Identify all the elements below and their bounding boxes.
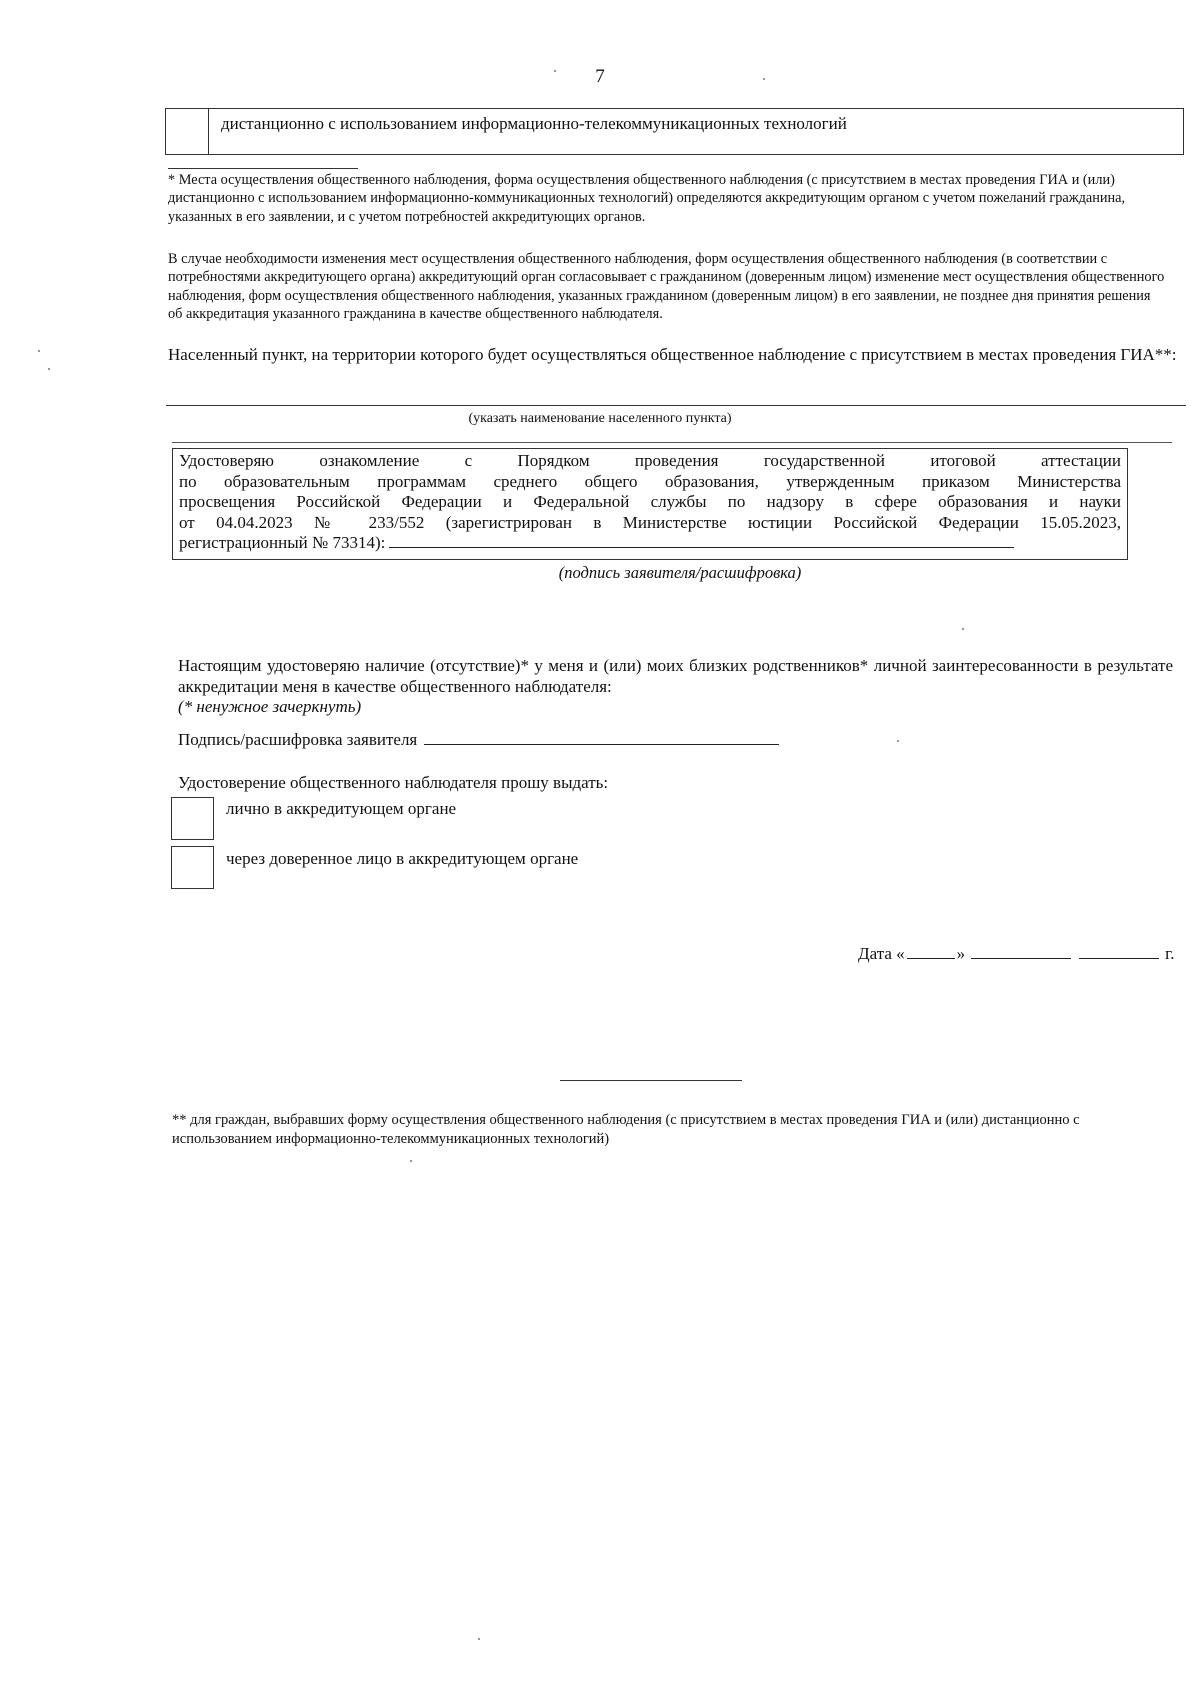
date-year-line[interactable] — [1079, 944, 1159, 959]
signature-label: Подпись/расшифровка заявителя — [178, 730, 418, 749]
footnote-places: * Места осуществления общественного наблюдения, форма осуществления общественного наблюдения (с присутствием в местах проведения ГИА и (или) дистанционно с использованием информационно-коммуникационных технологий) определяются аккредитующим органом с учетом пожеланий гражданина, указанных в его заявлении, и с учетом потребностей аккредитующих органов. — [168, 172, 1126, 225]
date-row — [858, 944, 1174, 964]
scan-speck — [38, 350, 40, 352]
acknowledgement-line-4: от 04.04.2023 № 233/552 (зарегистрирован в Министерстве юстиции Российской Федерации 15.05.2023, — [179, 512, 1121, 532]
signature-caption: (подпись заявителя/расшифровка) — [558, 563, 802, 582]
date-day-line[interactable] — [907, 944, 955, 959]
footnote-gia: ** для граждан, выбравших форму осуществления общественного наблюдения (с присутствием в местах проведения ГИА и (или) дистанционно с использованием информационно-телекоммуникационных технологий) — [172, 1112, 1080, 1147]
issue-proxy-label: через доверенное лицо в аккредитующем органе — [226, 849, 579, 868]
issue-heading: Удостоверение общественного наблюдателя прошу выдать: — [178, 773, 609, 792]
remote-option-checkbox[interactable] — [166, 109, 209, 154]
remote-option-label: дистанционно с использованием информационно-телекоммуникационных технологий — [221, 114, 847, 133]
date-year-suffix: г. — [1165, 944, 1175, 963]
date-month-line[interactable] — [971, 944, 1071, 959]
scan-speck — [478, 1638, 480, 1640]
scan-speck — [962, 628, 964, 630]
interest-note: (* ненужное зачеркнуть) — [178, 697, 362, 716]
signature-line[interactable] — [424, 730, 779, 745]
settlement-input-line[interactable] — [166, 405, 1186, 406]
scan-speck — [763, 78, 765, 80]
footnote-change: В случае необходимости изменения мест осуществления общественного наблюдения, форм осуществления общественного наблюдения (в соответствии с потребностями аккредитующего органа) аккредитующий орган согласовывает с гражданином (доверенным лицом) изменение мест осуществления общественного наблюдения, форм осуществления общественного наблюдения, указанных гражданином (доверенным лицом) в его заявлении, не позднее дня принятия решения об аккредитация указанного гражданина в качестве общественного наблюдателя. — [168, 251, 1165, 323]
scan-speck — [48, 368, 50, 370]
page-number: 7 — [595, 66, 605, 87]
signature-row — [178, 730, 779, 750]
acknowledgement-line-5: регистрационный № 73314): — [179, 533, 386, 552]
scan-speck — [897, 740, 899, 742]
divider — [172, 442, 1172, 443]
acknowledgement-signature-line[interactable] — [389, 535, 1014, 548]
scan-speck — [410, 1160, 412, 1162]
footnote-separator-bottom — [560, 1080, 742, 1081]
issue-in-person-checkbox[interactable] — [171, 797, 214, 840]
acknowledgement-line-3: просвещения Российской Федерации и Федеральной службы по надзору в сфере образования и науки — [179, 492, 1121, 511]
interest-text: Настоящим удостоверяю наличие (отсутствие)* у меня и (или) моих близких родственников* личной заинтересованности в результате аккредитации меня в качестве общественного наблюдателя: — [178, 656, 1173, 696]
issue-in-person-label: лично в аккредитующем органе — [226, 799, 457, 818]
footnote-separator — [168, 168, 358, 169]
acknowledgement-line-2: по образовательным программам среднего общего образования, утвержденным приказом Министерства — [179, 471, 1121, 491]
date-label: Дата « — [858, 944, 905, 963]
acknowledgement-line-1: Удостоверяю ознакомление с Порядком проведения государственной итоговой аттестации — [179, 451, 1121, 470]
scan-speck — [554, 70, 556, 72]
issue-proxy-checkbox[interactable] — [171, 846, 214, 889]
remote-option-row — [165, 108, 1184, 155]
acknowledgement-box — [172, 448, 1128, 560]
date-close-quote: » — [956, 944, 966, 963]
interest-statement — [178, 656, 1173, 718]
settlement-text: Населенный пункт, на территории которого будет осуществляться общественное наблюдение с присутствием в местах проведения ГИА**: — [168, 345, 1177, 364]
settlement-caption: (указать наименование населенного пункта) — [468, 411, 732, 426]
